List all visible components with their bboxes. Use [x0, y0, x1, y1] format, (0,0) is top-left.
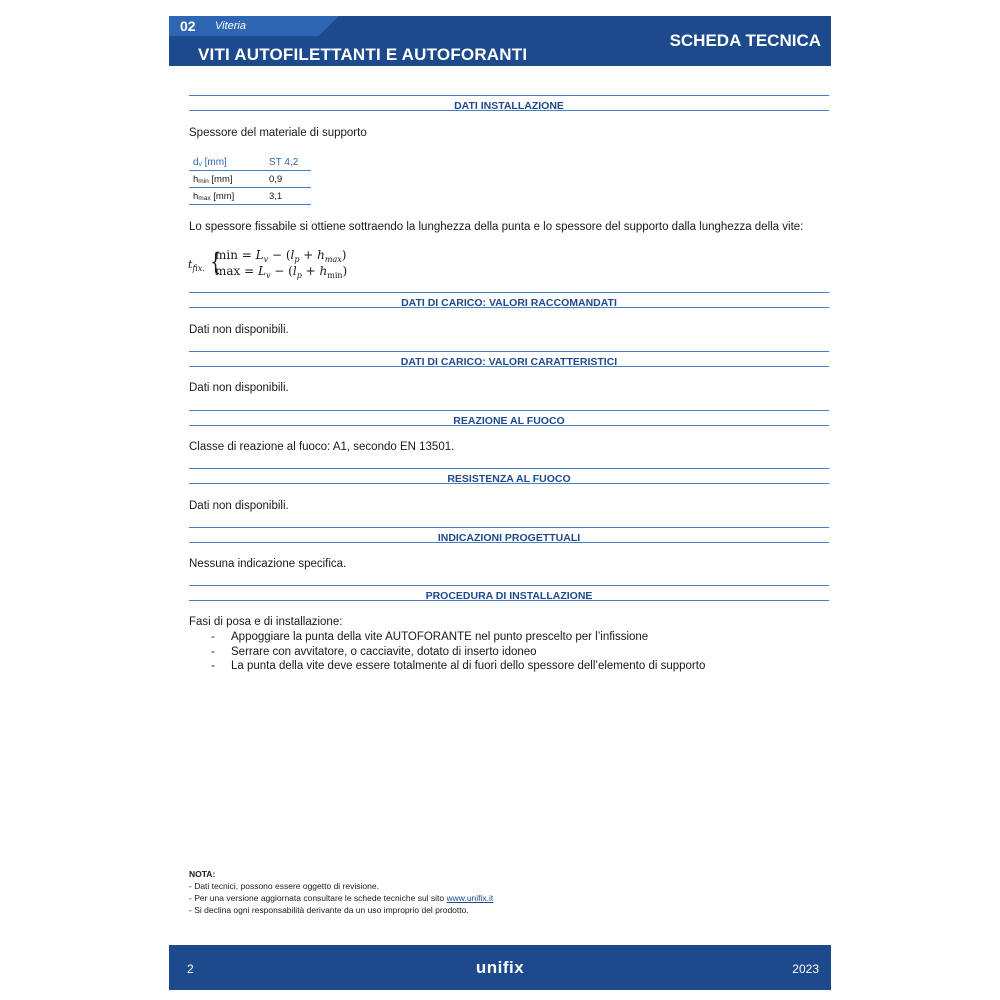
page-number: 2: [187, 962, 194, 976]
website-link[interactable]: www.unifix.it: [446, 893, 494, 903]
design-notes-text: Nessuna indicazione specifica.: [189, 558, 347, 570]
table-header-value: ST 4,2: [265, 154, 311, 171]
table-header-row: [189, 154, 311, 171]
table-cell-label: hmax [mm]: [189, 188, 265, 205]
fire-resistance-text: Dati non disponibili.: [189, 500, 289, 512]
section-heading-design-notes: INDICAZIONI PROGETTUALI: [189, 527, 829, 543]
table-cell-value: 0,9: [265, 171, 311, 188]
note-item: - Dati tecnici, possono essere oggetto di revisione.: [189, 881, 379, 891]
note-item: - Si declina ogni responsabilità derivante da un uso improprio del prodotto.: [189, 905, 469, 915]
formula-line-min: $\min = L_v - (l_p + h_{max})$: [215, 248, 347, 264]
table-row: [189, 171, 311, 188]
thickness-formula: [188, 247, 388, 281]
table-header-label: dv [mm]: [189, 154, 265, 171]
section-heading-fire-reaction: REAZIONE AL FUOCO: [189, 410, 829, 426]
section-heading-installation-data: DATI INSTALLAZIONE: [189, 95, 829, 111]
formula-tfix: $t_{fix.}$: [188, 258, 205, 273]
fire-reaction-text: Classe di reazione al fuoco: A1, secondo EN 13501.: [189, 441, 455, 453]
formula-line-max: $\max = L_v - (l_p + h_{min})$: [215, 264, 348, 280]
list-item: - Appoggiare la punta della vite AUTOFORANTE nel punto prescelto per l’infissione: [211, 631, 649, 643]
characteristic-loads-text: Dati non disponibili.: [189, 382, 289, 394]
formula-brace: {: [210, 248, 221, 276]
section-heading-characteristic-loads: DATI DI CARICO: VALORI CARATTERISTICI: [189, 351, 829, 367]
table-row: [189, 188, 311, 205]
footer-year: 2023: [792, 962, 819, 976]
steps-intro: Fasi di posa e di installazione:: [189, 616, 343, 628]
page-title: VITI AUTOFILETTANTI E AUTOFORANTI: [198, 45, 528, 64]
notes-block: [189, 869, 493, 917]
table-cell-value: 3,1: [265, 188, 311, 205]
chapter-number: 02: [180, 18, 196, 34]
page-header: [169, 16, 831, 66]
section-heading-installation-procedure: PROCEDURA DI INSTALLAZIONE: [189, 585, 829, 601]
section-heading-recommended-loads: DATI DI CARICO: VALORI RACCOMANDATI: [189, 292, 829, 308]
list-item: - Serrare con avvitatore, o cacciavite, dotato di inserto idoneo: [211, 645, 537, 658]
installation-table: [189, 154, 311, 205]
installation-steps: [189, 616, 706, 675]
notes-title: NOTA:: [189, 869, 216, 879]
page-footer: [169, 945, 831, 990]
support-thickness-label: Spessore del materiale di supporto: [189, 127, 367, 139]
note-item: - Per una versione aggiornata consultare le schede tecniche sul sito www.unifix.it: [189, 893, 494, 903]
recommended-loads-text: Dati non disponibili.: [189, 324, 289, 336]
chapter-label: Viteria: [215, 20, 246, 32]
table-cell-label: hmin [mm]: [189, 171, 265, 188]
formula-intro-text: Lo spessore fissabile si ottiene sottraendo la lunghezza della punta e lo spessore del supporto dalla lunghezza della vite:: [189, 221, 804, 233]
list-item: - La punta della vite deve essere totalmente al di fuori dello spessore dell’elemento di supporto: [211, 660, 706, 672]
brand-logo: unifix: [475, 958, 525, 977]
section-heading-fire-resistance: RESISTENZA AL FUOCO: [189, 468, 829, 484]
document-type: SCHEDA TECNICA: [669, 31, 821, 50]
